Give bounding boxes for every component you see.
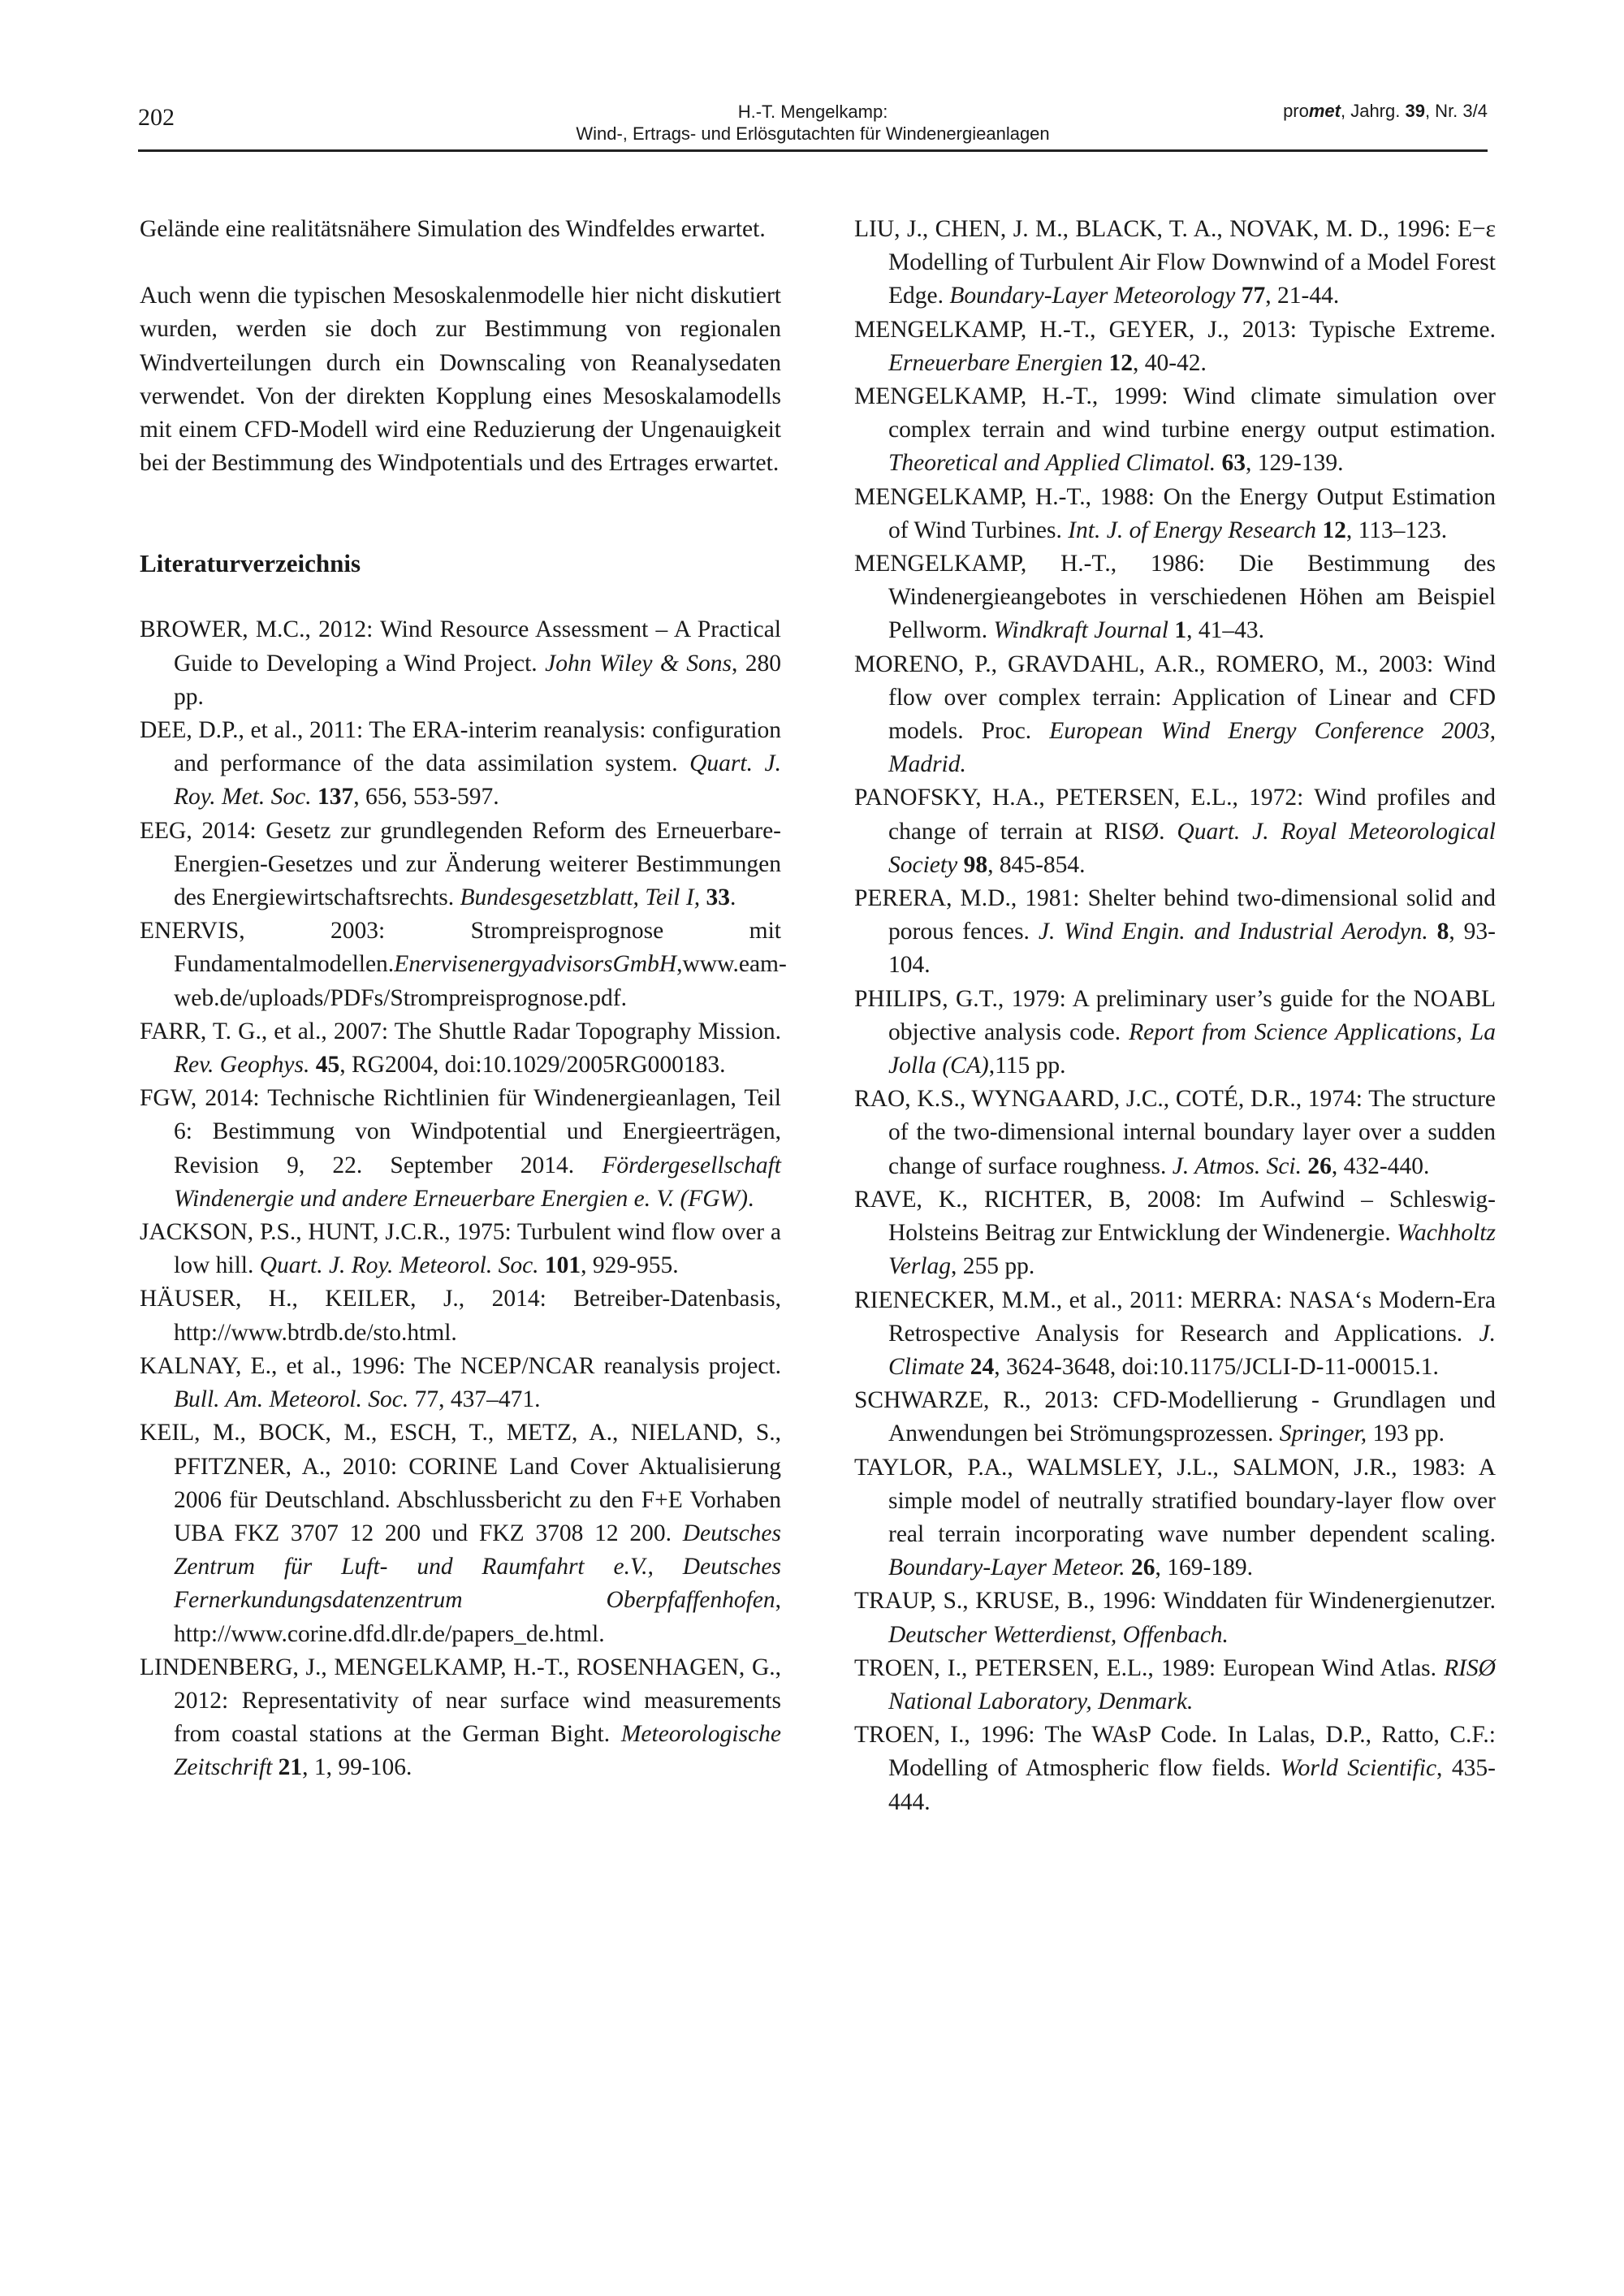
- reference-entry: [140, 714, 781, 815]
- reference-entry: [854, 213, 1496, 313]
- ref-volume: 12: [1103, 349, 1133, 376]
- page-number: 202: [138, 104, 175, 131]
- ref-pages: , http://www.corine.dfd.dlr.de/papers_de.html.: [174, 1587, 781, 1647]
- ref-text: TROEN, I., 1996: The WAsP Code. In Lalas, D.P., Ratto, C.F.: Modelling of Atmospheric flow fields.: [854, 1722, 1496, 1782]
- reference-entry: [854, 380, 1496, 481]
- ref-pages: 193 pp.: [1367, 1420, 1445, 1447]
- ref-text: RAO, K.S., WYNGAARD, J.C., COTÉ, D.R., 1974: The structure of the two-dimensional internal boundary layer over a sudden change of surface roughness.: [854, 1086, 1496, 1179]
- reference-entry: [140, 1216, 781, 1282]
- ref-pages: ,115 pp.: [988, 1053, 1066, 1079]
- reference-entry: [854, 1652, 1496, 1719]
- reference-entry: [140, 1082, 781, 1216]
- ref-volume: 98: [957, 851, 988, 878]
- right-column: [854, 213, 1496, 1819]
- ref-pages: ,www.eam-web.de/uploads/PDFs/Strompreisprognose.pdf.: [174, 951, 787, 1011]
- ref-text: LINDENBERG, J., MENGELKAMP, H.-T., ROSENHAGEN, G., 2012: Representativity of near surface wind measurements from coastal stations at the German Bight.: [140, 1654, 781, 1748]
- ref-volume: 26: [1125, 1554, 1155, 1581]
- ref-pages: , RG2004, doi:10.1029/2005RG000183.: [339, 1052, 726, 1079]
- ref-text: KALNAY, E., et al., 1996: The NCEP/NCAR reanalysis project.: [140, 1352, 781, 1379]
- reference-entry: [854, 1451, 1496, 1585]
- ref-journal: Bundesgesetzblatt, Teil I,: [460, 884, 701, 911]
- ref-journal: J. Wind Engin. and Industrial Aerodyn.: [1038, 919, 1428, 945]
- reference-entry: [854, 1284, 1496, 1385]
- ref-text: MENGELKAMP, H.-T., 1986: Die Bestimmung des Windenergieangebotes in verschiedenen Höhen am Beispiel Pellworm.: [854, 551, 1496, 644]
- reference-entry: [140, 815, 781, 915]
- journal-brand: met: [1308, 101, 1341, 121]
- ref-journal: John Wiley & Sons: [545, 650, 732, 677]
- ref-pages: , 129-139.: [1246, 450, 1344, 477]
- body-paragraph: Auch wenn die typischen Mesoskalenmodelle hier nicht diskutiert wurden, werden sie doch zur Bestimmung von regionalen Windverteilungen durch ein Downscaling von Reanalysedaten verwendet. Von der direkten Kopplung eines Mesoskalamodells mit einem CFD-Modell wird eine Reduzierung der Ungenauigkeit bei der Bestimmung des Windpotentials und des Ertrages erwartet.: [140, 283, 781, 477]
- ref-text: DEE, D.P., et al., 2011: The ERA-interim reanalysis: configuration and performance of the data assimilation system.: [140, 717, 781, 777]
- ref-text: SCHWARZE, R., 2013: CFD-Modellierung - Grundlagen und Anwendungen bei Strömungsprozessen.: [854, 1387, 1496, 1447]
- ref-pages: , 3624-3648, doi:10.1175/JCLI-D-11-00015.1.: [994, 1353, 1439, 1380]
- ref-volume: 137: [311, 784, 354, 811]
- ref-pages: , 656, 553-597.: [353, 784, 499, 811]
- ref-journal: Bull. Am. Meteorol. Soc.: [174, 1386, 409, 1413]
- ref-journal: Deutsches Zentrum für Luft- und Raumfahrt e.V., Deutsches Fernerkundungsdatenzentrum Oberpfaffenhofen: [174, 1520, 781, 1614]
- ref-journal: Springer,: [1279, 1420, 1367, 1447]
- issue-prefix: , Nr.: [1424, 101, 1463, 121]
- ref-text: BROWER, M.C., 2012: Wind Resource Assessment – A Practical Guide to Developing a Wind Project.: [140, 616, 781, 677]
- ref-pages: , 40-42.: [1132, 349, 1207, 376]
- ref-text: FARR, T. G., et al., 2007: The Shuttle Radar Topography Mission.: [140, 1018, 781, 1044]
- reference-entry: [854, 1719, 1496, 1819]
- ref-journal: EnervisenergyadvisorsGmbH: [394, 951, 677, 978]
- ref-journal: Report from Science Applications, La Jolla (CA): [888, 1018, 1496, 1079]
- ref-pages: .: [748, 1185, 754, 1212]
- left-column: [140, 213, 787, 1785]
- ref-journal: J. Atmos. Sci.: [1172, 1152, 1302, 1179]
- ref-volume: 33: [700, 884, 730, 911]
- reference-entry: [854, 882, 1496, 983]
- ref-pages: , 41–43.: [1186, 617, 1264, 644]
- ref-journal: Int. J. of Energy Research: [1068, 517, 1317, 543]
- ref-pages: , 169-189.: [1155, 1554, 1253, 1581]
- ref-journal: Quart. J. Royal Meteorological Society: [888, 818, 1496, 878]
- ref-text: LIU, J., CHEN, J. M., BLACK, T. A., NOVAK, M. D., 1996: E−ε Modelling of Turbulent Air Flow Downwind of a Model Forest Edge.: [854, 216, 1496, 309]
- ref-journal: Rev. Geophys.: [174, 1052, 310, 1079]
- reference-entry: [854, 648, 1496, 782]
- ref-pages: , 93-104.: [888, 919, 1497, 979]
- ref-journal: Quart. J. Roy. Met. Soc.: [174, 750, 781, 811]
- ref-volume: 12: [1316, 517, 1346, 543]
- ref-pages: , 280 pp.: [174, 650, 782, 710]
- journal-prefix: pro: [1283, 101, 1309, 121]
- ref-journal: Erneuerbare Energien: [888, 349, 1104, 376]
- reference-entry: [140, 1651, 781, 1785]
- ref-pages: , 432-440.: [1331, 1152, 1430, 1179]
- ref-volume: 21: [272, 1754, 303, 1781]
- journal-suffix: , Jahrg.: [1340, 101, 1406, 121]
- reference-entry: [140, 1015, 781, 1082]
- ref-pages: , 21-44.: [1265, 283, 1340, 309]
- ref-text: RIENECKER, M.M., et al., 2011: MERRA: NASA‘s Modern-Era Retrospective Analysis for Research and Applications.: [854, 1286, 1496, 1347]
- reference-entry: [140, 1350, 781, 1416]
- reference-entry: [854, 1384, 1496, 1451]
- ref-volume: 77: [1235, 283, 1266, 309]
- ref-text: PANOFSKY, H.A., PETERSEN, E.L., 1972: Wind profiles and change of terrain at RISØ.: [854, 785, 1496, 845]
- ref-journal: European Wind Energy Conference 2003, Madrid.: [888, 718, 1496, 778]
- reference-entry: [854, 481, 1496, 547]
- ref-journal: World Scientific: [1280, 1755, 1437, 1782]
- ref-text: ENERVIS, 2003: Strompreisprognose mit Fundamentalmodellen.: [140, 918, 781, 978]
- ref-journal: Windkraft Journal: [993, 617, 1168, 644]
- ref-text: MENGELKAMP, H.-T., 1999: Wind climate simulation over complex terrain and wind turbine energy output estimation.: [854, 383, 1496, 443]
- ref-volume: 45: [309, 1052, 340, 1079]
- reference-entry: [854, 547, 1496, 648]
- ref-text: RAVE, K., RICHTER, B, 2008: Im Aufwind – Schleswig-Holsteins Beitrag zur Entwicklung der Windenergie.: [854, 1186, 1496, 1247]
- ref-text: MENGELKAMP, H.-T., 1988: On the Energy Output Estimation of Wind Turbines.: [854, 483, 1496, 543]
- ref-text: PHILIPS, G.T., 1979: A preliminary user’s guide for the NOABL objective analysis code.: [854, 985, 1496, 1045]
- ref-text: FGW, 2014: Technische Richtlinien für Windenergieanlagen, Teil 6: Bestimmung von Windpotential und Energieerträgen, Revision 9, 22. September 2014.: [140, 1085, 781, 1178]
- ref-journal: Wachholtz Verlag: [888, 1220, 1496, 1280]
- ref-volume: 8: [1427, 919, 1449, 945]
- reference-list-right: [854, 213, 1496, 1819]
- reference-entry: [854, 983, 1496, 1083]
- ref-pages: , 113–123.: [1345, 517, 1448, 543]
- ref-journal: Boundary-Layer Meteor.: [888, 1554, 1125, 1581]
- ref-text: EEG, 2014: Gesetz zur grundlegenden Reform des Erneuerbare-Energien-Gesetzes und zur Änderung weiterer Bestimmungen des Energiewirtschaftsrechts.: [140, 817, 781, 911]
- ref-journal: Boundary-Layer Meteorology: [949, 283, 1236, 309]
- ref-journal: Meteorologische Zeitschrift: [174, 1721, 781, 1781]
- reference-entry: [854, 313, 1496, 380]
- reference-entry: [854, 1585, 1496, 1651]
- reference-entry: [854, 781, 1496, 882]
- reference-entry: [140, 613, 781, 714]
- reference-list-left: [140, 613, 787, 1784]
- ref-journal: Theoretical and Applied Climatol.: [888, 450, 1216, 477]
- ref-text: TROEN, I., PETERSEN, E.L., 1989: European Wind Atlas.: [854, 1654, 1445, 1681]
- ref-journal: RISØ National Laboratory, Denmark.: [888, 1654, 1496, 1714]
- ref-text: JACKSON, P.S., HUNT, J.C.R., 1975: Turbulent wind flow over a low hill.: [140, 1219, 781, 1279]
- ref-pages: , 929-955.: [581, 1252, 679, 1279]
- journal-volume: 39: [1405, 101, 1425, 121]
- journal-info: [1283, 101, 1488, 122]
- ref-text: HÄUSER, H., KEILER, J., 2014: Betreiber-Datenbasis, http://www.btrdb.de/sto.html.: [140, 1286, 781, 1346]
- ref-journal: J. Climate: [888, 1320, 1496, 1380]
- ref-text: TAYLOR, P.A., WALMSLEY, J.L., SALMON, J.R., 1983: A simple model of neutrally stratified boundary-layer flow over real terrain incorporating wave number dependent scaling.: [854, 1454, 1496, 1547]
- ref-text: MORENO, P., GRAVDAHL, A.R., ROMERO, M., 2003: Wind flow over complex terrain: Application of Linear and CFD models. Proc.: [854, 651, 1496, 745]
- ref-journal: Deutscher Wetterdienst, Offenbach.: [888, 1621, 1229, 1648]
- reference-entry: [140, 1416, 781, 1650]
- ref-volume: 63: [1216, 450, 1246, 477]
- reference-entry: [854, 1083, 1496, 1183]
- ref-volume: 26: [1302, 1152, 1332, 1179]
- ref-pages: , 435-444.: [888, 1755, 1496, 1815]
- ref-text: MENGELKAMP, H.-T., GEYER, J., 2013: Typische Extreme.: [854, 316, 1496, 343]
- ref-journal: Fördergesellschaft Windenergie und andere Erneuerbare Energien e. V. (FGW): [174, 1152, 781, 1212]
- header-title: Wind-, Ertrags- und Erlösgutachten für Windenergieanlagen: [576, 123, 1050, 144]
- body-paragraph: Gelände eine realitätsnähere Simulation des Windfeldes erwartet.: [140, 216, 766, 242]
- journal-issue: 3/4: [1462, 101, 1488, 121]
- section-heading: Literaturverzeichnis: [140, 549, 361, 578]
- reference-entry: [854, 1183, 1496, 1284]
- ref-text: KEIL, M., BOCK, M., ESCH, T., METZ, A., NIELAND, S., PFITZNER, A., 2010: CORINE Land Cover Aktualisierung 2006 für Deutschland. Abschlussbericht zu den F+E Vorhaben UBA FKZ 3707 12 200 und FKZ 3708 12 200.: [140, 1420, 781, 1546]
- running-header: [138, 97, 1488, 152]
- ref-journal: Quart. J. Roy. Meteorol. Soc.: [259, 1252, 539, 1279]
- ref-volume: 101: [538, 1252, 581, 1279]
- ref-volume: 24: [964, 1353, 995, 1380]
- reference-entry: [140, 915, 787, 1015]
- ref-text: TRAUP, S., KRUSE, B., 1996: Winddaten für Windenergienutzer.: [854, 1588, 1496, 1615]
- ref-pages: , 1, 99-106.: [302, 1754, 412, 1781]
- ref-pages: 77, 437–471.: [408, 1386, 541, 1413]
- ref-pages: , 845-854.: [987, 851, 1086, 878]
- ref-text: PERERA, M.D., 1981: Shelter behind two-dimensional solid and porous fences.: [854, 885, 1496, 945]
- ref-pages: , 255 pp.: [951, 1253, 1035, 1280]
- ref-pages: .: [729, 884, 736, 911]
- header-author: H.-T. Mengelkamp:: [737, 102, 888, 122]
- reference-entry: [140, 1282, 781, 1349]
- ref-volume: 1: [1168, 617, 1187, 644]
